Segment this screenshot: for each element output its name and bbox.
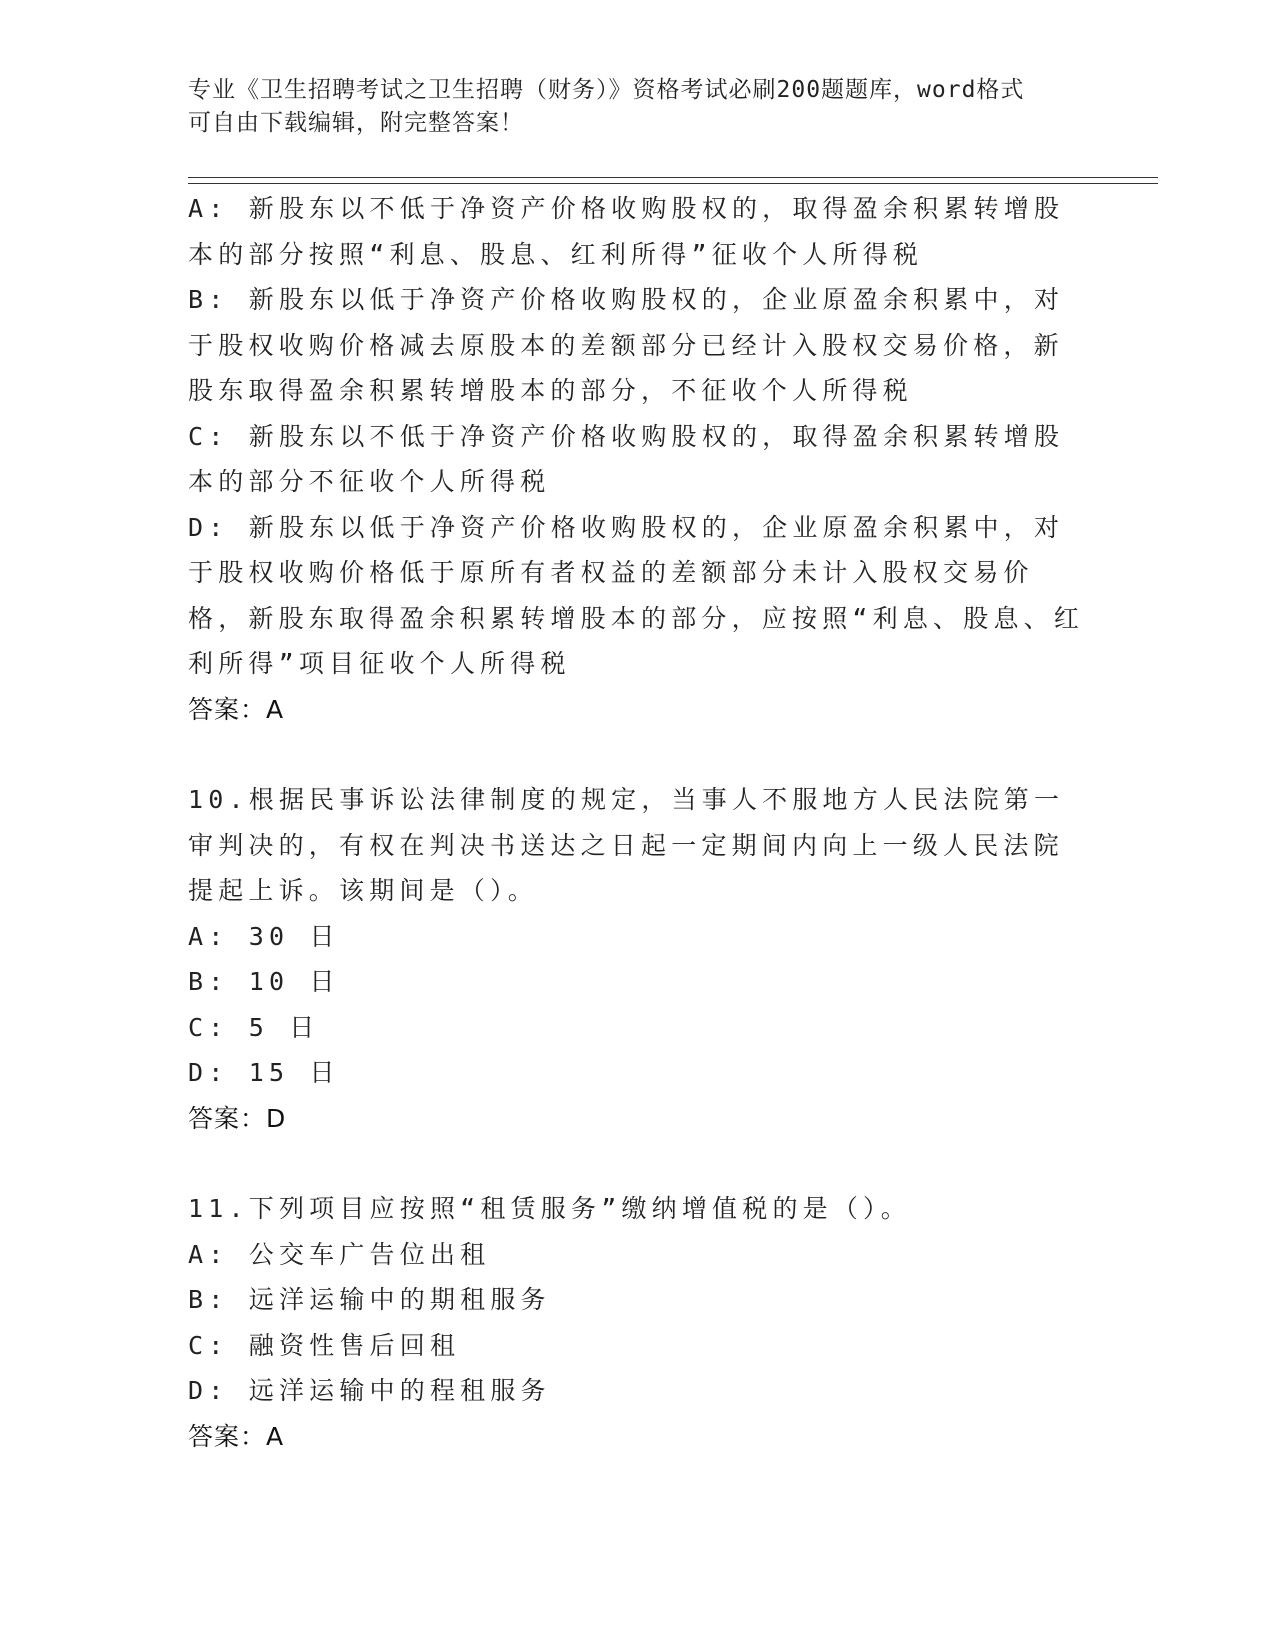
header-divider-bottom [188, 183, 1158, 184]
option-d: D: 新股东以低于净资产价格收购股权的，企业原盈余积累中，对于股权收购价格低于原所有者权益的差额部分未计入股权交易价格，新股东取得盈余积累转增股本的部分，应按照“利息、股息、红利所得”项目征收个人所得税 [188, 512, 1085, 678]
option-c: C: 5 日 [188, 1012, 320, 1042]
option-a: A: 30 日 [188, 921, 340, 951]
option-b: B: 远洋运输中的期租服务 [188, 1285, 551, 1314]
document-body [188, 186, 1088, 1459]
answer-line: 答案：A [188, 694, 285, 724]
option-b: B: 10 日 [188, 967, 340, 996]
document-header [188, 74, 1068, 140]
option-d: D: 15 日 [188, 1058, 340, 1087]
option-b: B: 新股东以低于净资产价格收购股权的，企业原盈余积累中，对于股权收购价格减去原股本的差额部分已经计入股权交易价格，新股东取得盈余积累转增股本的部分，不征收个人所得税 [188, 285, 1065, 405]
answer-line: 答案：A [188, 1421, 285, 1451]
question-text: 10.根据民事诉讼法律制度的规定，当事人不服地方人民法院第一审判决的，有权在判决书送达之日起一定期间内向上一级人民法院提起上诉。该期间是（）。 [188, 785, 1065, 905]
question-text: 11.下列项目应按照“租赁服务”缴纳增值税的是（）。 [188, 1194, 911, 1223]
spacer [188, 732, 1088, 777]
option-a: A: 新股东以不低于净资产价格收购股权的，取得盈余积累转增股本的部分按照“利息、股息、红利所得”征收个人所得税 [188, 194, 1065, 269]
option-c: C: 新股东以不低于净资产价格收购股权的，取得盈余积累转增股本的部分不征收个人所得税 [188, 421, 1065, 496]
option-d: D: 远洋运输中的程租服务 [188, 1376, 551, 1405]
header-subtitle-line: 可自由下载编辑，附完整答案！ [188, 110, 524, 136]
header-title-line: 专业《卫生招聘考试之卫生招聘（财务）》资格考试必刷200题题库，word格式 [188, 77, 1025, 103]
question-9-continued [188, 186, 1088, 732]
question-11 [188, 1186, 1088, 1459]
question-10 [188, 777, 1088, 1141]
option-a: A: 公交车广告位出租 [188, 1239, 491, 1269]
answer-line: 答案：D [188, 1103, 287, 1133]
spacer [188, 1141, 1088, 1186]
option-c: C: 融资性售后回租 [188, 1330, 461, 1360]
header-divider-top [188, 177, 1158, 178]
